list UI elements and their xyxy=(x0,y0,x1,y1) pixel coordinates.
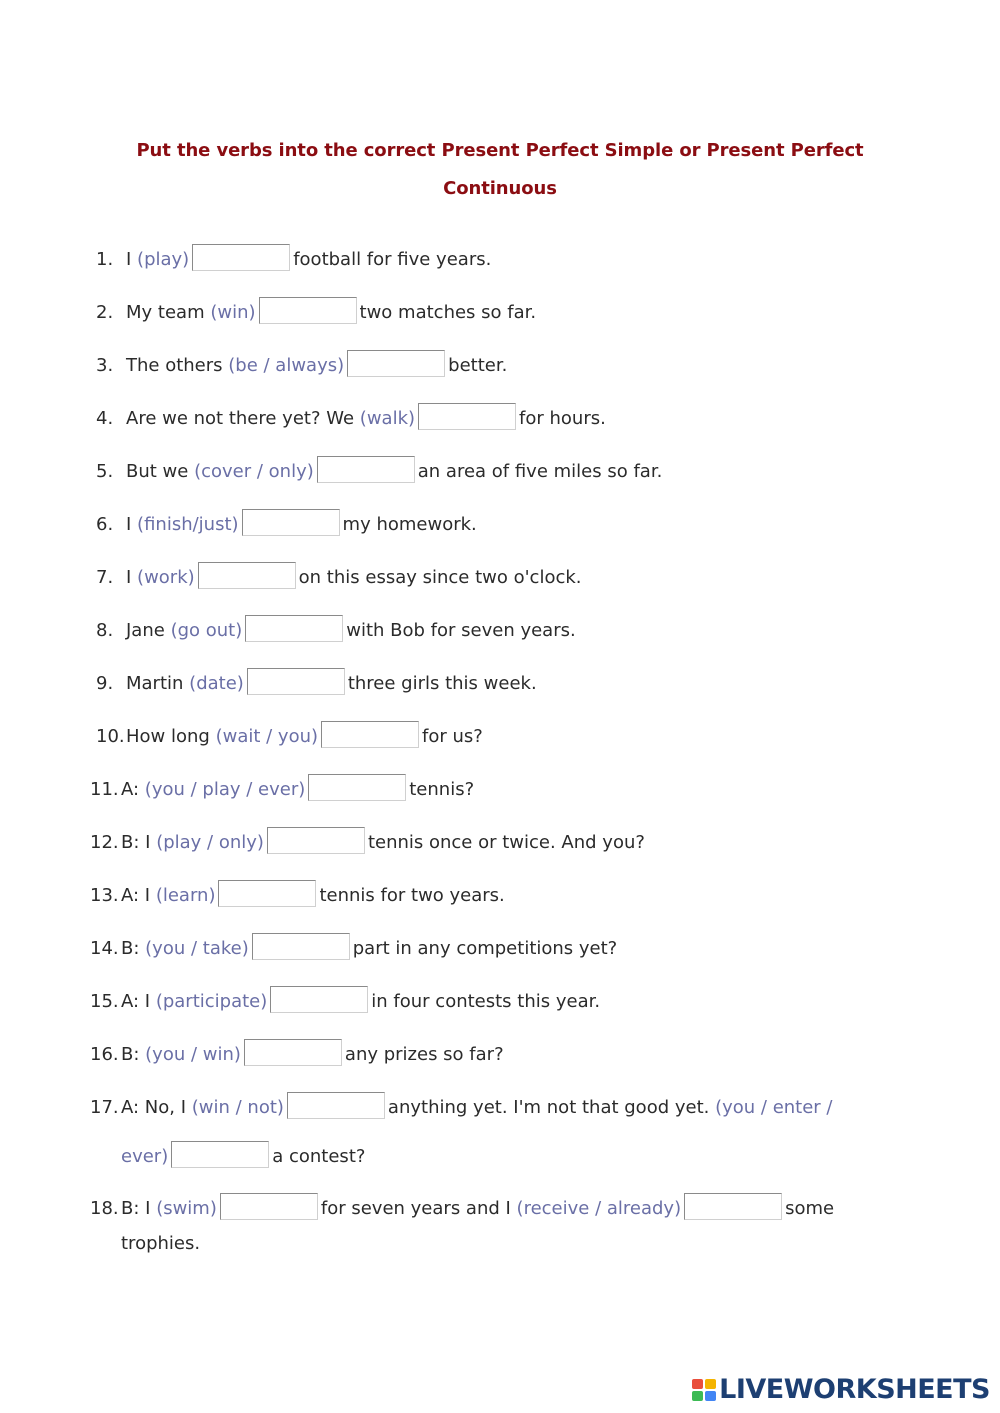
verb-hint: (you / play / ever) xyxy=(144,779,306,800)
item-prefix: B: xyxy=(121,938,140,959)
answer-input-18b[interactable] xyxy=(684,1193,782,1220)
item-prefix: My team xyxy=(126,302,205,323)
verb-hint: (be / always) xyxy=(228,355,345,376)
item-prefix: Martin xyxy=(126,673,184,694)
item-number: 5. xyxy=(96,461,114,482)
item-number: 18. xyxy=(90,1198,119,1219)
answer-input-4[interactable] xyxy=(418,403,516,430)
verb-hint: (win / not) xyxy=(191,1097,284,1118)
verb-hint: (walk) xyxy=(359,408,416,429)
exercise-item-10 xyxy=(96,721,483,749)
exercise-item-15 xyxy=(90,986,600,1014)
item-prefix: I xyxy=(126,567,132,588)
item-suffix: tennis? xyxy=(409,779,475,800)
item-suffix: for us? xyxy=(422,726,483,747)
verb-hint: (win) xyxy=(210,302,256,323)
verb-hint: (finish/just) xyxy=(137,514,239,535)
exercise-item-18-continued xyxy=(121,1232,200,1256)
item-prefix: How long xyxy=(126,726,210,747)
verb-hint: (wait / you) xyxy=(215,726,319,747)
item-prefix: A: No, I xyxy=(121,1097,187,1118)
item-suffix: any prizes so far? xyxy=(344,1044,504,1065)
verb-hint-2: (you / enter / xyxy=(715,1097,833,1118)
exercise-item-1 xyxy=(96,244,491,272)
answer-input-5[interactable] xyxy=(317,456,415,483)
exercise-item-6 xyxy=(96,509,477,537)
item-number: 17. xyxy=(90,1097,119,1118)
logo-text: LIVEWORKSHEETS xyxy=(719,1374,990,1405)
verb-hint: (participate) xyxy=(155,991,268,1012)
item-prefix: Are we not there yet? We xyxy=(126,408,355,429)
exercise-item-12 xyxy=(90,827,645,855)
verb-hint: (date) xyxy=(189,673,244,694)
item-number: 13. xyxy=(90,885,119,906)
answer-input-2[interactable] xyxy=(259,297,357,324)
logo-square-red xyxy=(692,1379,703,1389)
verb-hint: (you / take) xyxy=(145,938,249,959)
item-prefix: A: xyxy=(121,779,140,800)
verb-hint: (cover / only) xyxy=(194,461,314,482)
answer-input-7[interactable] xyxy=(198,562,296,589)
logo-square-green xyxy=(692,1391,703,1401)
item-number: 15. xyxy=(90,991,119,1012)
verb-hint: (go out) xyxy=(170,620,243,641)
answer-input-17b[interactable] xyxy=(171,1141,269,1168)
answer-input-6[interactable] xyxy=(242,509,340,536)
exercise-item-4 xyxy=(96,403,606,431)
item-suffix: on this essay since two o'clock. xyxy=(298,567,582,588)
item-number: 1. xyxy=(96,249,114,270)
item-suffix-2: some xyxy=(785,1198,835,1219)
exercise-item-11 xyxy=(90,774,474,802)
item-suffix: better. xyxy=(448,355,508,376)
item-prefix: A: I xyxy=(121,991,151,1012)
item-number: 16. xyxy=(90,1044,119,1065)
item-prefix: B: I xyxy=(121,1198,151,1219)
item-suffix: in four contests this year. xyxy=(371,991,601,1012)
answer-input-3[interactable] xyxy=(347,350,445,377)
answer-input-18a[interactable] xyxy=(220,1193,318,1220)
item-prefix: I xyxy=(126,514,132,535)
exercise-item-16 xyxy=(90,1039,504,1067)
item-number: 11. xyxy=(90,779,119,800)
item-suffix: tennis for two years. xyxy=(319,885,505,906)
item-number: 3. xyxy=(96,355,114,376)
answer-input-11[interactable] xyxy=(308,774,406,801)
exercise-item-7 xyxy=(96,562,582,590)
verb-hint: (play) xyxy=(137,249,190,270)
item-prefix: But we xyxy=(126,461,189,482)
exercise-item-17 xyxy=(90,1092,833,1120)
verb-hint-2: (receive / already) xyxy=(516,1198,682,1219)
answer-input-14[interactable] xyxy=(252,933,350,960)
exercise-item-17-continued xyxy=(121,1141,365,1169)
liveworksheets-logo xyxy=(692,1374,990,1405)
verb-hint: (play / only) xyxy=(156,832,264,853)
item-prefix: The others xyxy=(126,355,223,376)
item-prefix: I xyxy=(126,249,132,270)
item-prefix: B: xyxy=(121,1044,140,1065)
answer-input-15[interactable] xyxy=(270,986,368,1013)
item-number: 8. xyxy=(96,620,114,641)
answer-input-12[interactable] xyxy=(267,827,365,854)
title-line-1: Put the verbs into the correct Present Perfect Simple or Present Perfect xyxy=(136,140,864,161)
item-number: 6. xyxy=(96,514,114,535)
item-prefix: Jane xyxy=(126,620,165,641)
verb-hint: (you / win) xyxy=(145,1044,241,1065)
item-number: 14. xyxy=(90,938,119,959)
item-suffix: football for five years. xyxy=(293,249,492,270)
item-prefix: A: I xyxy=(121,885,151,906)
item-suffix: for seven years and I xyxy=(320,1198,511,1219)
answer-input-10[interactable] xyxy=(321,721,419,748)
item-suffix: three girls this week. xyxy=(347,673,537,694)
answer-input-1[interactable] xyxy=(192,244,290,271)
logo-square-blue xyxy=(705,1391,716,1401)
exercise-item-13 xyxy=(90,880,505,908)
title-line-2: Continuous xyxy=(443,178,557,199)
item-suffix: with Bob for seven years. xyxy=(346,620,576,641)
exercise-item-5 xyxy=(96,456,662,484)
item-number: 4. xyxy=(96,408,114,429)
answer-input-8[interactable] xyxy=(245,615,343,642)
item-number: 9. xyxy=(96,673,114,694)
exercise-item-18 xyxy=(90,1193,834,1221)
answer-input-17a[interactable] xyxy=(287,1092,385,1119)
exercise-item-14 xyxy=(90,933,617,961)
item-number: 7. xyxy=(96,567,114,588)
exercise-item-3 xyxy=(96,350,507,378)
answer-input-9[interactable] xyxy=(247,668,345,695)
answer-input-13[interactable] xyxy=(218,880,316,907)
logo-squares-icon xyxy=(692,1379,716,1401)
item-suffix-2: a contest? xyxy=(272,1146,366,1167)
verb-hint-2-continued: ever) xyxy=(121,1146,169,1167)
item-prefix: B: I xyxy=(121,832,151,853)
logo-square-yellow xyxy=(705,1379,716,1389)
item-number: 12. xyxy=(90,832,119,853)
item-suffix: two matches so far. xyxy=(359,302,537,323)
item-suffix: for hours. xyxy=(519,408,606,429)
item-number: 2. xyxy=(96,302,114,323)
verb-hint: (learn) xyxy=(155,885,216,906)
exercise-item-8 xyxy=(96,615,576,643)
item-suffix-continued: trophies. xyxy=(121,1233,201,1254)
item-suffix: my homework. xyxy=(342,514,477,535)
answer-input-16[interactable] xyxy=(244,1039,342,1066)
item-suffix: an area of five miles so far. xyxy=(417,461,663,482)
item-number: 10. xyxy=(96,726,125,747)
exercise-item-2 xyxy=(96,297,536,325)
verb-hint: (work) xyxy=(137,567,195,588)
item-suffix: tennis once or twice. And you? xyxy=(367,832,645,853)
verb-hint: (swim) xyxy=(156,1198,217,1219)
item-suffix: part in any competitions yet? xyxy=(352,938,618,959)
exercise-item-9 xyxy=(96,668,537,696)
item-suffix: anything yet. I'm not that good yet. xyxy=(387,1097,710,1118)
